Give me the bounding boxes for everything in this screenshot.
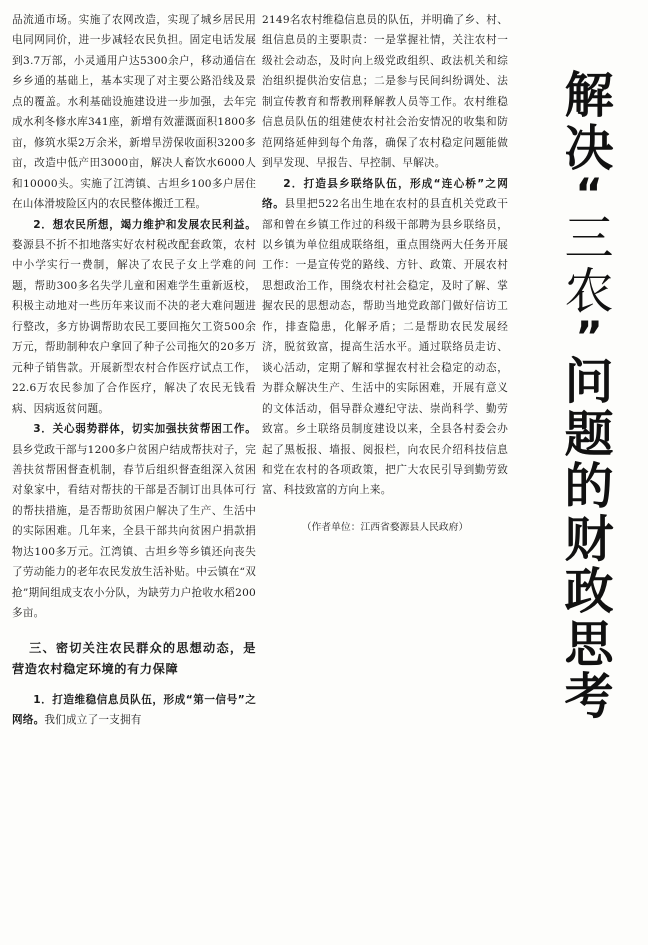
left-paragraph-3 [12, 419, 256, 624]
article-title [548, 67, 630, 725]
middle-paragraph-2 [262, 174, 508, 501]
author-affiliation: （作者单位：江西省婺源县人民政府） [301, 521, 469, 533]
left-paragraph-4-lead: 1．打造维稳信息员队伍，形成“第一信号”之网络。 [12, 693, 256, 727]
title-open-quote: “ [575, 169, 603, 218]
left-paragraph-4-body: 我们成立了一支拥有 [44, 714, 142, 727]
title-char: 解 [564, 67, 614, 124]
middle-paragraph-2-lead: 2．打造县乡联络队伍，形成“连心桥”之网络。 [262, 177, 508, 211]
title-char: 政 [564, 563, 614, 620]
section-heading-3: 三、密切关注农民群众的思想动态，是营造农村稳定环境的有力保障 [12, 640, 256, 676]
left-column [12, 10, 256, 731]
middle-column [262, 10, 508, 537]
left-paragraph-2 [12, 215, 256, 420]
title-char: 三 [564, 210, 614, 267]
left-paragraph-3-body: 县乡党政干部与1200多户贫困户结成帮扶对子，完善扶贫帮困督查机制，春节后组织督查组深入贫困对象家中，看结对帮扶的干部是否制订出具体可行的帮扶措施，是否帮助贫困户解决了生产、生活中的实际困难。几年来，全县干部共向贫困户捐款捐物达100多万元。江湾镇、古坦乡等乡镇还向丧失了劳动能力的老年农民发放生活补贴。中云镇在“双抢”期间组成支农小分队，为缺劳力户抢收水稻200多亩。 [12, 443, 256, 620]
title-char: 农 [564, 262, 614, 320]
title-char: 财 [564, 510, 614, 568]
left-paragraph-1: 品流通市场。实施了农网改造，实现了城乡居民用电同网同价，进一步减轻农民负担。固定电话发展到3.7万部，小灵通用户达5300余户，移动通信在乡乡通的基础上，基本实现了对主要公路沿线及景点的覆盖。水利基础设施建设进一步加强，去年完成水利冬修水库341座，新增有效灌溉面积1800多亩，修筑水渠2万余米，新增旱涝保收面积3200多亩，改造中低产田3000亩，解决人畜饮水6000人和10000头。实施了江湾镇、古坦乡100多户居住在山体滑坡险区内的农民整体搬迁工程。 [12, 14, 256, 211]
left-paragraph-3-lead: 3．关心弱势群体，切实加强扶贫帮困工作。 [33, 423, 256, 436]
title-char: 考 [564, 668, 614, 725]
left-paragraph-4 [12, 690, 256, 731]
middle-paragraph-2-body: 县里把522名出生地在农村的县直机关党政干部和曾在乡镇工作过的科级干部聘为县乡联络员，以乡镇为单位组成联络组，重点围绕两大任务开展工作：一是宣传党的路线、方针、政策、开展农村思想政治工作，围绕农村社会稳定，及时了解、掌握农民的思想动态，帮助当地党政部门做好信访工作，排查隐患，化解矛盾；二是帮助农民发展经济，脱贫致富，提高生活水平。通过联络员走访、谈心活动，定期了解和掌握农村社会稳定的动态，为群众解决生产、生活中的实际困难，开展有意义的文体活动，倡导群众遵纪守法、崇尚科学、勤劳致富。乡土联络员制度建设以来，全县各村委会办起了黑板报、墙报、阅报栏，向农民介绍科技信息和党在农村的各项政策，把广大农民引导到勤劳致富、科技致富的方向上来。 [262, 198, 509, 497]
title-char: 问 [564, 353, 614, 410]
left-paragraph-2-lead: 2．想农民所想，竭力维护和发展农民利益。 [33, 218, 256, 231]
title-char: 的 [564, 458, 614, 515]
title-char: 决 [564, 119, 614, 177]
middle-paragraph-1: 2149名农村维稳信息员的队伍，并明确了乡、村、组信息员的主要职责：一是掌握社情，关注农村一级社会动态，及时向上级党政组织、政法机关和综治组织提供治安信息；二是参与民间纠纷调处、法制宣传教育和帮教刑释解教人员等工作。农村维稳信息员队伍的组建使农村社会治安情况的收集和防范网络延伸到每个角落，确保了农村稳定问题能做到早发现、早报告、早控制、早解决。 [262, 14, 508, 170]
title-char: 思 [564, 615, 614, 673]
title-char: 题 [564, 405, 614, 463]
left-paragraph-2-body: 婺源县不折不扣地落实好农村税改配套政策，农村中小学实行一费制，解决了农民子女上学难的问题，帮助300多名失学儿童和困难学生重新返校，积极主动地对一些历年来议而不决的老大难问题进行整改，多方协调帮助农民工要回拖欠工资500余万元，帮助制种农户拿回了种子公司拖欠的20多万元种子销售款。开展新型农村合作医疗试点工作，22.6万农民参加了合作医疗，解决了农民无钱看病、因病返贫问题。 [12, 238, 256, 415]
title-close-quote: ” [575, 312, 603, 361]
